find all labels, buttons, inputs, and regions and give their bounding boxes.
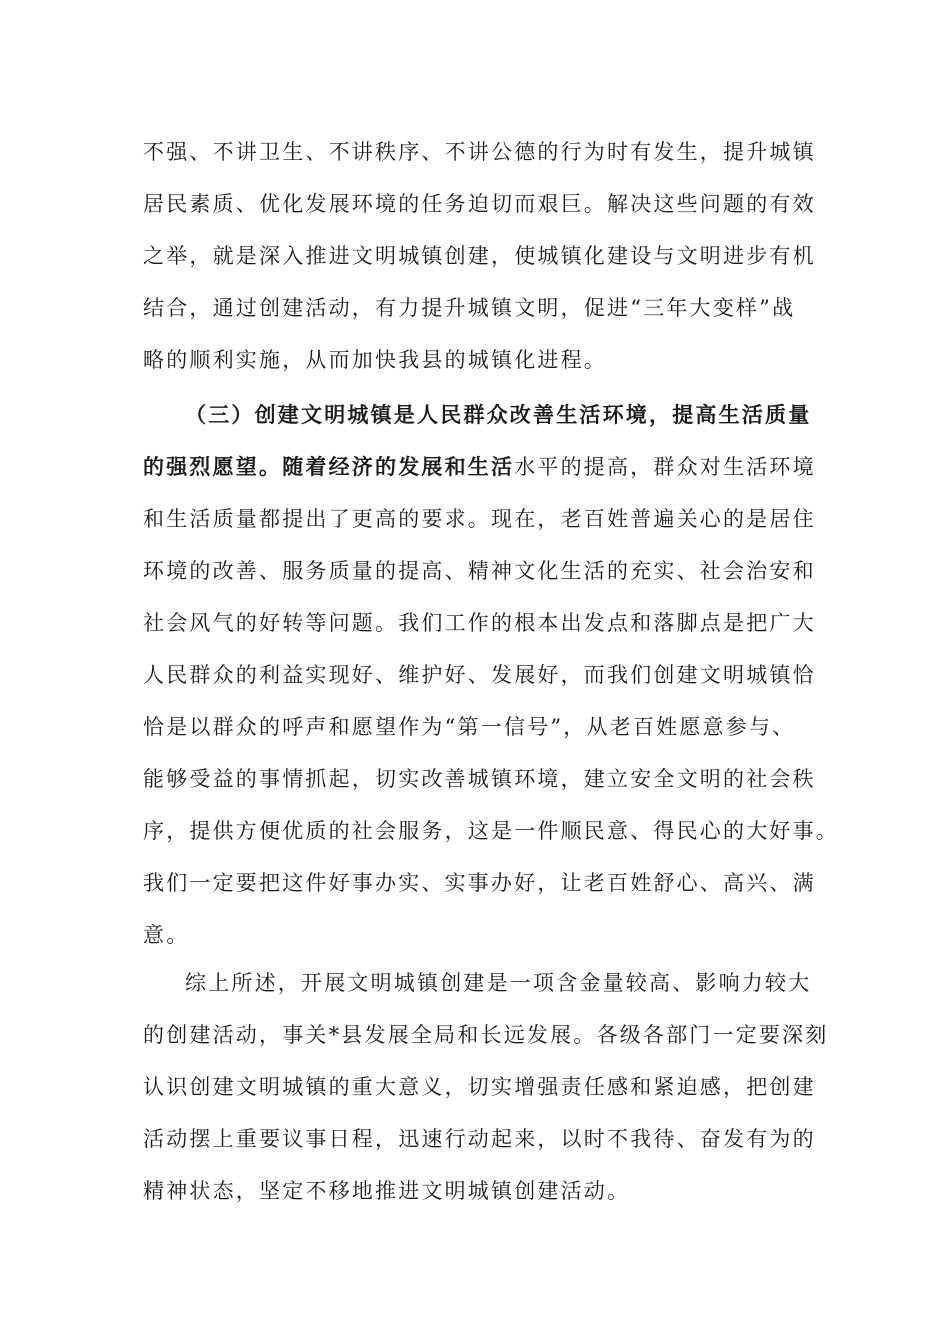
paragraph-2: [143, 389, 839, 961]
text-line: 能够受益的事情抓起，切实改善城镇环境，建立安全文明的社会秩: [143, 767, 816, 791]
text-line: 序，提供方便优质的社会服务，这是一件顺民意、得民心的大好事。: [143, 819, 839, 843]
paragraph-3: [143, 957, 829, 1217]
text-line: 认识创建文明城镇的重大意义，切实增强责任感和紧迫感，把创建: [143, 1075, 816, 1099]
text-line: 的创建活动，事关*县发展全局和长远发展。各级各部门一定要深刻: [143, 1023, 829, 1047]
text-line: 活动摆上重要议事日程，迅速行动起来，以时不我待、奋发有为的: [143, 1127, 816, 1151]
text-line: 综上所述，开展文明城镇创建是一项含金量较高、影响力较大: [185, 971, 812, 995]
text-line-mixed: [143, 441, 823, 493]
text-line: 略的顺利实施，从而加快我县的城镇化进程。: [143, 348, 607, 372]
text-line: 恰是以群众的呼声和愿望作为“第一信号”，从老百姓愿意参与、: [143, 715, 796, 739]
text-line: 居民素质、优化发展环境的任务迫切而艰巨。解决这些问题的有效: [143, 192, 816, 216]
section-heading-line: （三）创建文明城镇是人民群众改善生活环境，提高生活质量: [185, 402, 812, 427]
section-heading-tail: 的强烈愿望。随着经济的发展和生活: [143, 454, 515, 479]
text-line: 不强、不讲卫生、不讲秩序、不讲公德的行为时有发生，提升城镇: [143, 140, 816, 164]
text-line: 和生活质量都提出了更高的要求。现在，老百姓普遍关心的是居住: [143, 507, 816, 531]
text-line: 人民群众的利益实现好、维护好、发展好，而我们创建文明城镇恰: [143, 663, 816, 687]
text-line: 意。: [143, 923, 190, 947]
text-line: 精神状态，坚定不移地推进文明城镇创建活动。: [143, 1179, 631, 1203]
text-line: 我们一定要把这件好事办实、实事办好，让老百姓舒心、高兴、满: [143, 871, 816, 895]
paragraph-1: [143, 126, 823, 386]
text-line: 结合，通过创建活动，有力提升城镇文明，促进“三年大变样”战: [143, 296, 796, 320]
text-line: 之举，就是深入推进文明城镇创建，使城镇化建设与文明进步有机: [143, 244, 816, 268]
text-run: 水平的提高，群众对生活环境: [514, 455, 816, 479]
text-line: 社会风气的好转等问题。我们工作的根本出发点和落脚点是把广大: [143, 611, 816, 635]
text-line: 环境的改善、服务质量的提高、精神文化生活的充实、社会治安和: [143, 559, 816, 583]
